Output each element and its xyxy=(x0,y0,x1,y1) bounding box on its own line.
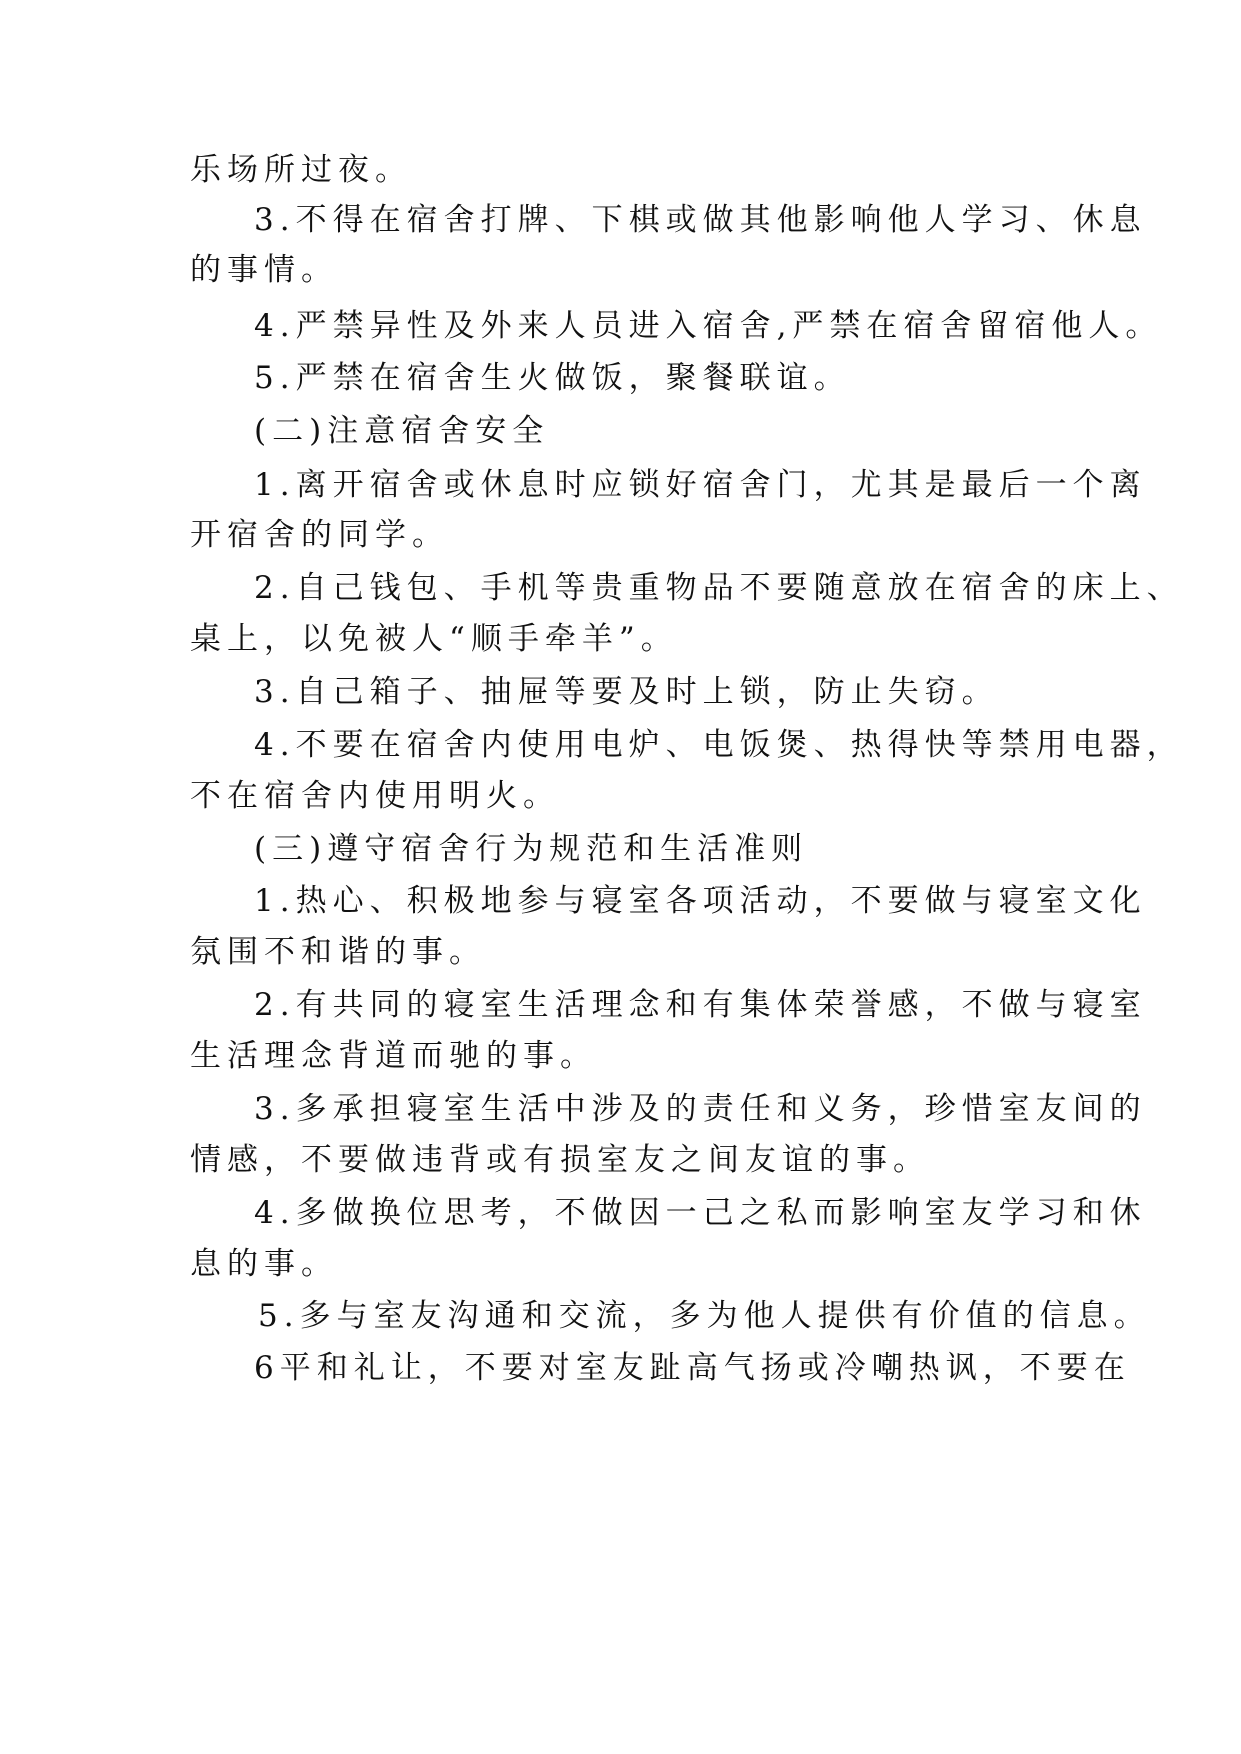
text-line: 5.多与室友沟通和交流，多为他人提供有价值的信息。 xyxy=(258,1298,1151,1334)
section-heading: (三)遵守宿舍行为规范和生活准则 xyxy=(254,831,809,867)
section-heading: (二)注意宿舍安全 xyxy=(254,413,550,449)
text-line: 情感，不要做违背或有损室友之间友谊的事。 xyxy=(190,1142,930,1178)
text-line: 的事情。 xyxy=(190,252,338,288)
text-line: 4.严禁异性及外来人员进入宿舍,严禁在宿舍留宿他人。 xyxy=(254,308,1163,344)
text-line: 6平和礼让，不要对室友趾高气扬或冷嘲热讽，不要在 xyxy=(254,1350,1131,1386)
text-line: 乐场所过夜。 xyxy=(190,152,412,188)
text-line: 1.热心、积极地参与寝室各项活动，不要做与寝室文化 xyxy=(254,883,1147,919)
text-line: 氛围不和谐的事。 xyxy=(190,934,486,970)
text-line: 息的事。 xyxy=(190,1246,338,1282)
text-line: 3.多承担寝室生活中涉及的责任和义务，珍惜室友间的 xyxy=(254,1091,1147,1127)
text-line: 3.自己箱子、抽屉等要及时上锁，防止失窃。 xyxy=(254,674,999,710)
text-line: 2.自己钱包、手机等贵重物品不要随意放在宿舍的床上、 xyxy=(254,570,1184,606)
text-line: 桌上，以免被人“顺手牵羊”。 xyxy=(190,621,678,657)
text-line: 生活理念背道而驰的事。 xyxy=(190,1038,597,1074)
text-line: 5.严禁在宿舍生火做饭，聚餐联谊。 xyxy=(254,360,851,396)
text-line: 3.不得在宿舍打牌、下棋或做其他影响他人学习、休息 xyxy=(254,202,1147,238)
text-line: 1.离开宿舍或休息时应锁好宿舍门，尤其是最后一个离 xyxy=(254,467,1147,503)
text-line: 4.不要在宿舍内使用电炉、电饭煲、热得快等禁用电器， xyxy=(254,727,1184,763)
text-line: 2.有共同的寝室生活理念和有集体荣誉感，不做与寝室 xyxy=(254,987,1147,1023)
text-line: 开宿舍的同学。 xyxy=(190,517,449,553)
text-line: 不在宿舍内使用明火。 xyxy=(190,778,560,814)
text-line: 4.多做换位思考，不做因一己之私而影响室友学习和休 xyxy=(254,1195,1147,1231)
